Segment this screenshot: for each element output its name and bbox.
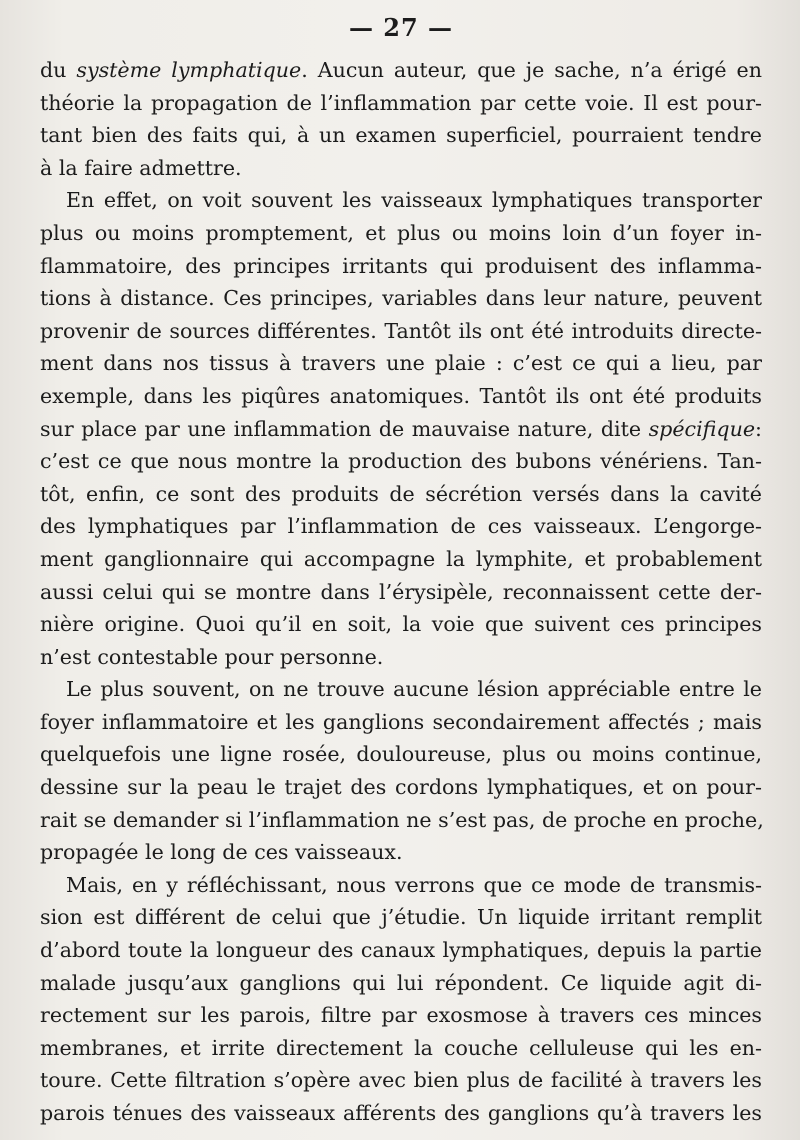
text-line xyxy=(40,869,762,902)
text-line xyxy=(40,217,762,250)
italic-text: spécifique xyxy=(648,416,756,441)
text-line xyxy=(40,738,762,771)
text-line xyxy=(40,413,762,446)
text-run: membranes, et irrite directement la couche celluleuse qui les en- xyxy=(40,1035,762,1060)
text-line xyxy=(40,836,762,869)
text-line xyxy=(40,804,762,837)
paragraph xyxy=(40,184,762,673)
text-run: toure. Cette filtration s’opère avec bien plus de facilité à travers les xyxy=(40,1068,762,1093)
text-run: tant bien des faits qui, à un examen superficiel, pourraient tendre xyxy=(40,123,762,148)
text-run: sur place par une inflammation de mauvaise nature, dite xyxy=(40,416,649,441)
text-line xyxy=(40,184,762,217)
text-run: malade jusqu’aux ganglions qui lui répondent. Ce liquide agit di- xyxy=(40,970,762,995)
page-number: — 27 — xyxy=(348,13,454,42)
text-run: foyer inflammatoire et les ganglions secondairement affectés ; mais xyxy=(40,709,762,734)
text-line xyxy=(40,87,762,120)
text-run: des lymphatiques par l’inflammation de ces vaisseaux. L’engorge- xyxy=(40,514,762,539)
paragraph xyxy=(40,869,762,1130)
text-run: tôt, enfin, ce sont des produits de sécrétion versés dans la cavité xyxy=(40,481,762,506)
text-line xyxy=(40,380,762,413)
body-text xyxy=(40,54,762,1130)
text-line xyxy=(40,250,762,283)
text-line xyxy=(40,478,762,511)
paragraph xyxy=(40,54,762,184)
text-line xyxy=(40,347,762,380)
text-run: : xyxy=(755,416,762,441)
text-run: n’est contestable pour personne. xyxy=(40,644,384,669)
text-line xyxy=(40,1032,762,1065)
text-run: parois ténues des vaisseaux afférents des ganglions qu’à travers les xyxy=(40,1101,762,1125)
text-run: rait se demander si l’inflammation ne s’est pas, de proche en proche, xyxy=(40,807,764,832)
text-run: exemple, dans les piqûres anatomiques. Tantôt ils ont été produits xyxy=(40,383,762,408)
text-run: rectement sur les parois, filtre par exosmose à travers ces minces xyxy=(40,1003,762,1028)
text-line xyxy=(40,119,762,152)
text-line xyxy=(40,54,762,87)
text-line xyxy=(40,315,762,348)
text-run: aussi celui qui se montre dans l’érysipèle, reconnaissent cette der- xyxy=(40,579,762,604)
text-line xyxy=(40,1064,762,1097)
text-run: flammatoire, des principes irritants qui produisent des inflamma- xyxy=(40,253,762,278)
text-line xyxy=(40,152,762,185)
italic-text: système lymphatique xyxy=(76,58,302,82)
text-run: sion est différent de celui que j’étudie. Un liquide irritant remplit xyxy=(40,905,762,930)
text-line xyxy=(40,901,762,934)
text-run: du xyxy=(40,58,77,82)
text-run: ment dans nos tissus à travers une plaie : c’est ce qui a lieu, par xyxy=(40,351,762,376)
text-run: plus ou moins promptement, et plus ou moins loin d’un foyer in- xyxy=(40,220,762,245)
text-run: . Aucun auteur, que je sache, n’a érigé en xyxy=(301,58,762,82)
text-run: provenir de sources différentes. Tantôt ils ont été introduits directe- xyxy=(40,318,762,343)
text-run: propagée le long de ces vaisseaux. xyxy=(40,840,403,865)
text-line xyxy=(40,1097,762,1130)
text-line xyxy=(40,934,762,967)
paragraph xyxy=(40,673,762,869)
text-run: Le plus souvent, on ne trouve aucune lésion appréciable entre le xyxy=(66,677,762,702)
text-line xyxy=(40,706,762,739)
text-run: c’est ce que nous montre la production des bubons vénériens. Tan- xyxy=(40,449,762,474)
text-run: tions à distance. Ces principes, variables dans leur nature, peuvent xyxy=(40,286,762,311)
text-line xyxy=(40,673,762,706)
text-run: quelquefois une ligne rosée, douloureuse, plus ou moins continue, xyxy=(40,742,762,767)
text-run: Mais, en y réfléchissant, nous verrons que ce mode de transmis- xyxy=(66,872,762,897)
text-run: d’abord toute la longueur des canaux lymphatiques, depuis la partie xyxy=(40,938,762,963)
text-line xyxy=(40,608,762,641)
text-run: théorie la propagation de l’inflammation par cette voie. Il est pour- xyxy=(40,90,762,115)
text-line xyxy=(40,999,762,1032)
text-run: nière origine. Quoi qu’il en soit, la voie que suivent ces principes xyxy=(40,612,762,637)
text-line xyxy=(40,543,762,576)
text-line xyxy=(40,576,762,609)
text-run: ment ganglionnaire qui accompagne la lymphite, et probablement xyxy=(40,546,762,571)
text-line xyxy=(40,641,762,674)
text-run: En effet, on voit souvent les vaisseaux lymphatiques transporter xyxy=(66,188,762,213)
text-line xyxy=(40,282,762,315)
text-line xyxy=(40,967,762,1000)
text-run: dessine sur la peau le trajet des cordons lymphatiques, et on pour- xyxy=(40,775,762,800)
text-line xyxy=(40,445,762,478)
text-run: à la faire admettre. xyxy=(40,155,242,180)
text-line xyxy=(40,510,762,543)
text-line xyxy=(40,771,762,804)
